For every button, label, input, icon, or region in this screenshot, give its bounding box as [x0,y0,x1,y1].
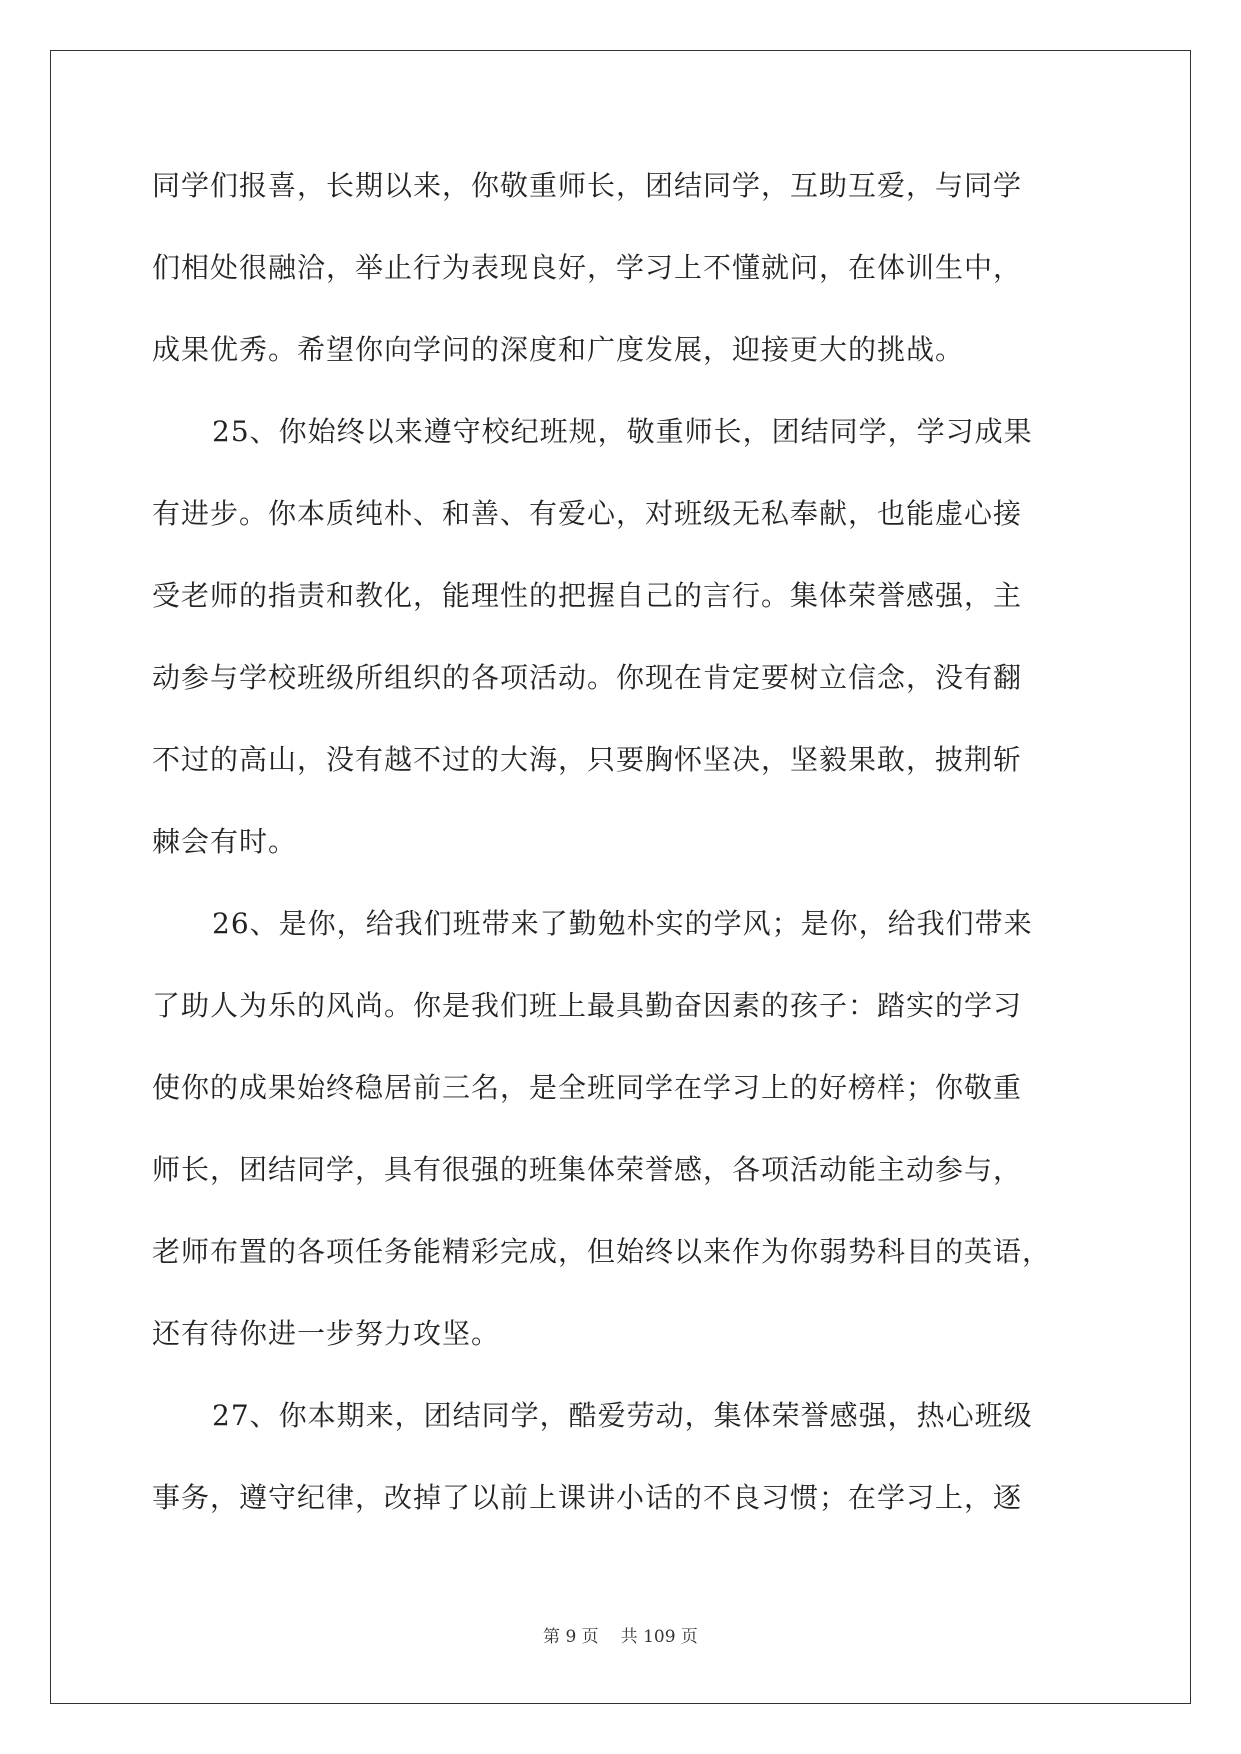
text-line: 不过的高山，没有越不过的大海，只要胸怀坚决，坚毅果敢，披荆斩 [152,743,1023,776]
text-line: 了助人为乐的风尚。你是我们班上最具勤奋因素的孩子：踏实的学习 [152,989,1023,1022]
text-line: 有进步。你本质纯朴、和善、有爱心，对班级无私奉献，也能虚心接 [152,497,1023,530]
paragraph-start-27: 27、你本期来，团结同学，酷爱劳动，集体荣誉感强，热心班级 [212,1399,1033,1432]
total-pages: 共 109 页 [620,1627,698,1647]
text-line: 同学们报喜，长期以来，你敬重师长，团结同学，互助互爱，与同学 [152,169,1023,202]
text-line: 成果优秀。希望你向学问的深度和广度发展，迎接更大的挑战。 [152,333,965,366]
text-line: 受老师的指责和教化，能理性的把握自己的言行。集体荣誉感强，主 [152,579,1023,612]
page-footer [0,1622,1241,1647]
text-line: 使你的成果始终稳居前三名，是全班同学在学习上的好榜样；你敬重 [152,1071,1023,1104]
document-body [152,160,1097,1554]
paragraph-start-25: 25、你始终以来遵守校纪班规，敬重师长，团结同学，学习成果 [212,415,1033,448]
text-line: 动参与学校班级所组织的各项活动。你现在肯定要树立信念，没有翻 [152,661,1023,694]
text-line: 棘会有时。 [152,825,298,858]
text-line: 事务，遵守纪律，改掉了以前上课讲小话的不良习惯；在学习上，逐 [152,1481,1023,1514]
text-line: 师长，团结同学，具有很强的班集体荣誉感，各项活动能主动参与， [152,1153,1023,1186]
text-line: 老师布置的各项任务能精彩完成，但始终以来作为你弱势科目的英语， [152,1235,1052,1268]
text-line: 还有待你进一步努力攻坚。 [152,1317,501,1350]
paragraph-start-26: 26、是你，给我们班带来了勤勉朴实的学风；是你，给我们带来 [212,907,1033,940]
text-line: 们相处很融洽，举止行为表现良好，学习上不懂就问，在体训生中， [152,251,1023,284]
page-number: 第 9 页 [543,1627,599,1647]
